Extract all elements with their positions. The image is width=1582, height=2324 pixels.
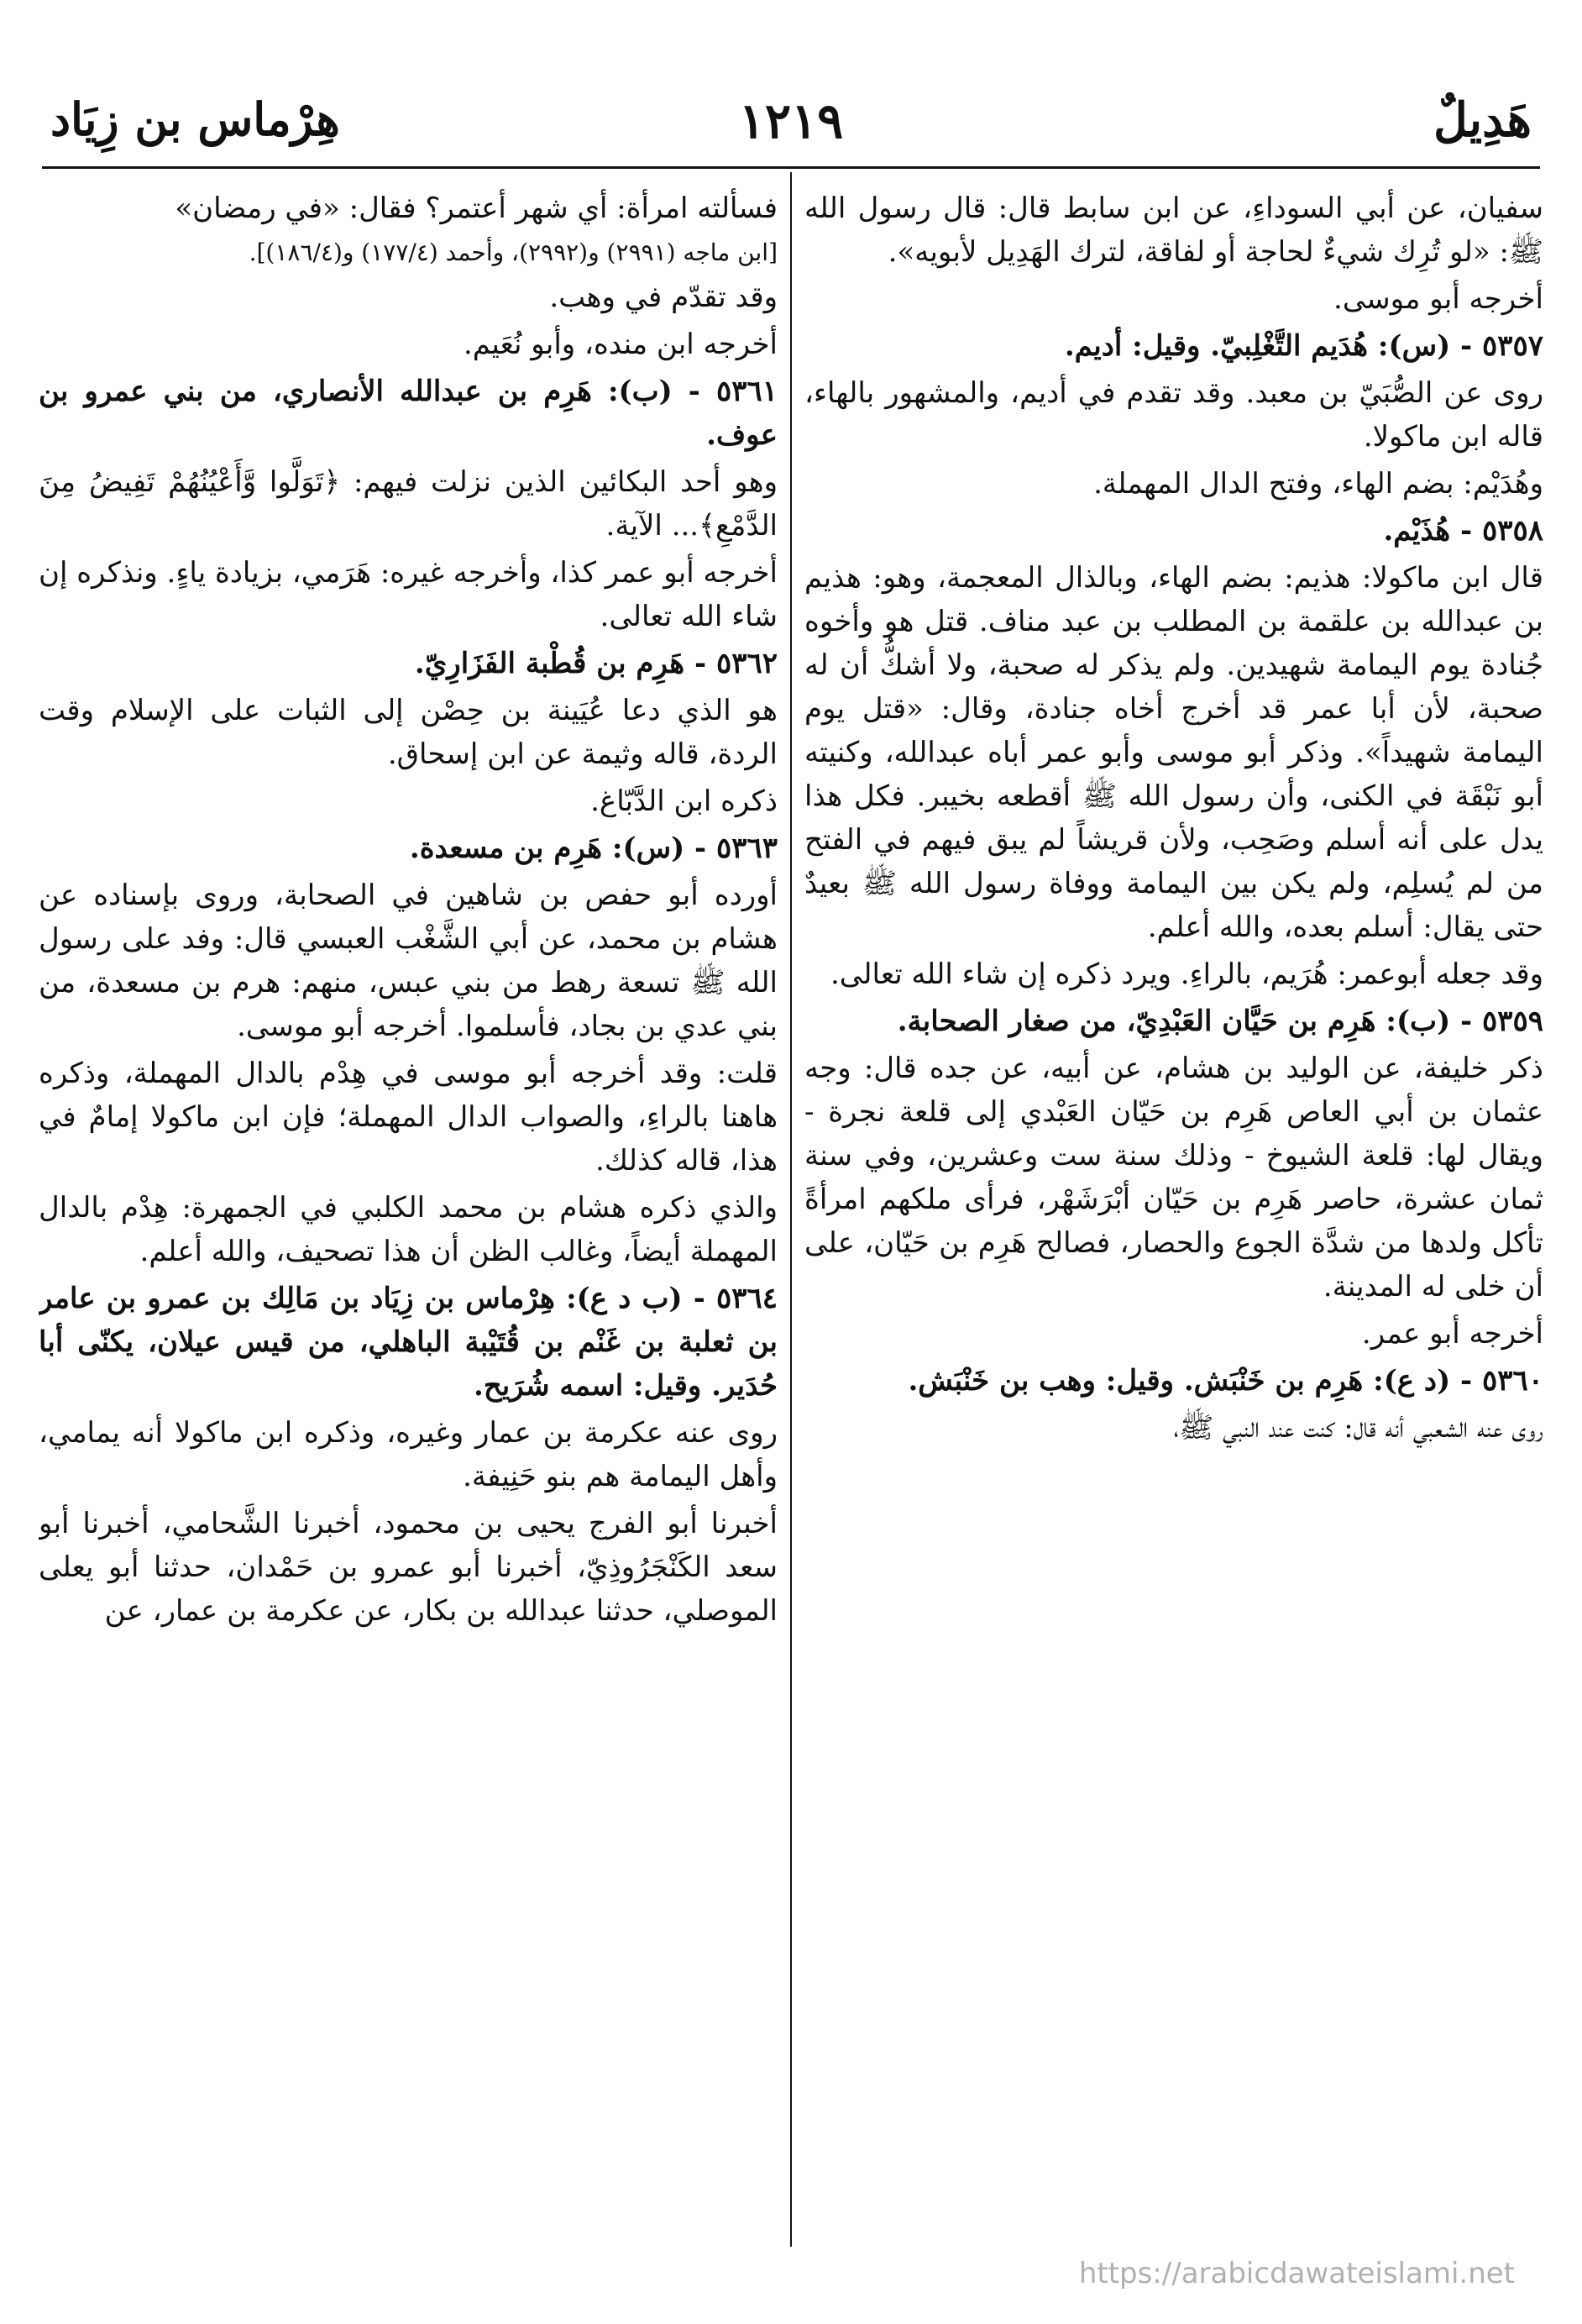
entry-text: - (ب): هَرِم بن حَيَّان العَبْدِيّ، من صغار الصحابة.	[897, 1005, 1482, 1038]
text-paragraph: والذي ذكره هشام بن محمد الكلبي في الجمهرة: هِدْم بالدال المهملة أيضاً، وغالب الظن أن هذا تصحيف، والله أعلم.	[39, 1191, 778, 1268]
entry-paragraph	[804, 509, 1543, 553]
entry-paragraph	[39, 642, 778, 685]
entry-text: - (س): هُدَيم التَّغْلِبيّ. وقيل: أديم.	[1064, 329, 1482, 363]
entry-number: ٥٣٥٨	[1481, 514, 1543, 548]
header-rule	[42, 166, 1540, 169]
entry-paragraph	[39, 826, 778, 870]
entry-number: ٥٣٦٣	[715, 831, 778, 865]
entry-number: ٥٣٥٧	[1481, 329, 1543, 363]
text-paragraph: أخرجه أبو عمر.	[1361, 1317, 1543, 1351]
entry-paragraph	[39, 370, 778, 457]
text-paragraph: أورده أبو حفص بن شاهين في الصحابة، وروى بإسناده عن هشام بن محمد، عن أبي الشَّغْب العبسي قال: وفد على رسول الله ﷺ تسعة رهط من بني عبس، منهم: هرم بن مسعدة، من بني عدي بن بجاد، فأسلموا. أخرجه أبو موسى.	[39, 879, 778, 1043]
entry-number: ٥٣٥٩	[1481, 1005, 1543, 1038]
text-paragraph: أخرجه أبو موسى.	[1333, 282, 1543, 316]
entry-text: - هُذَيْم.	[1383, 514, 1482, 548]
entry-text: - (ب د ع): هِرْماس بن زِيَاد بن مَالِك بن عمرو بن عامر بن ثعلبة بن غَنْم بن قُتَيْبة الباهلي، من قيس عيلان، يكنّى أبا حُدَير. وقيل: اسمه شُرَيح.	[39, 1282, 778, 1403]
text-paragraph: ذكر خليفة، عن الوليد بن هشام، عن أبيه، عن جده قال: وجه عثمان بن أبي العاص هَرِم بن حَيّان العَبْدي إلى قلعة نجرة - ويقال لها: قلعة الشيوخ - وذلك سنة ست وعشرين، وفي سنة ثمان عشرة، حاصر هَرِم بن حَيّان أبْرَشَهْر، فرأى ملكهم امرأةً تأكل ولدها من شدَّة الجوع والحصار، فصالح هَرِم بن حَيّان، على أن خلى له المدينة.	[804, 1052, 1543, 1304]
column-divider	[790, 172, 792, 2247]
text-paragraph: روى عنه الشعبي أنه قال: كنت عند النبي ﷺ،	[1173, 1411, 1543, 1445]
text-paragraph: هو الذي دعا عُيَينة بن حِصْن إلى الثبات على الإسلام وقت الردة، قاله وثيمة عن ابن إسحاق.	[39, 694, 778, 771]
right-column	[804, 186, 1543, 2236]
text-paragraph: ذكره ابن الدَّبّاغ.	[590, 784, 778, 818]
entry-number: ٥٣٦٠	[1481, 1364, 1543, 1398]
page-number: ١٢١٩	[738, 92, 844, 150]
running-title-right: هَدِيلٌ	[1433, 92, 1532, 148]
text-paragraph: روى عن الصُّبَيّ بن معبد. وقد تقدم في أديم، والمشهور بالهاء، قاله ابن ماكولا.	[804, 376, 1543, 454]
text-paragraph: وقد تقدّم في وهب.	[549, 281, 778, 314]
entry-number: ٥٣٦٤	[715, 1282, 778, 1315]
page-header	[42, 92, 1540, 151]
entry-text: - هَرِم بن قُطْبة الفَزَارِيّ.	[414, 647, 716, 680]
text-paragraph: قال ابن ماكولا: هذيم: بضم الهاء، وبالذال المعجمة، وهو: هذيم بن عبدالله بن علقمة بن المطلب بن عبد مناف. قتل هو وأخوه جُنادة يوم اليمامة شهيدين. ولم يذكر له صحبة، ولا أشكُّ أن له صحبة، لأن أبا عمر قد أخرج أخاه جنادة، وقال: «قتل يوم اليمامة شهيداً». وذكر أبو موسى وأبو عمر أباه عبدالله، وكنيته أبو نَبْقَة في الكنى، وأن رسول الله ﷺ أقطعه بخيبر. فكل هذا يدل على أنه أسلم وصَحِب، ولأن قريشاً لم يبق فيهم في الفتح من لم يُسلِم، ولم يكن بين اليمامة ووفاة رسول الله ﷺ بعيدٌ حتى يقال: أسلم بعده، والله أعلم.	[804, 561, 1543, 944]
text-paragraph: أخبرنا أبو الفرج يحيى بن محمود، أخبرنا الشَّحامي، أخبرنا أبو سعد الكَنْجَرُوذِيّ، أخبرنا أبو عمرو بن حَمْدان، حدثنا أبو يعلى الموصلي، حدثنا عبدالله بن بكار، عن عكرمة بن عمار، عن	[39, 1507, 778, 1628]
entry-number: ٥٣٦١	[715, 375, 778, 408]
entry-paragraph	[804, 999, 1543, 1043]
entry-text: - (د ع): هَرِم بن خَنْبَش. وقيل: وهب بن خَنْبَش.	[908, 1364, 1482, 1398]
text-paragraph: وهُدَيْم: بضم الهاء، وفتح الدال المهملة.	[1093, 467, 1543, 501]
entry-paragraph	[804, 324, 1543, 368]
entry-paragraph	[39, 1277, 778, 1408]
text-paragraph: وقد جعله أبوعمر: هُرَيم، بالراءِ. ويرد ذكره إن شاء الله تعالى.	[830, 957, 1543, 991]
entry-paragraph	[804, 1359, 1543, 1403]
text-paragraph: أخرجه ابن منده، وأبو نُعَيم.	[463, 328, 778, 361]
left-column	[39, 186, 778, 2236]
running-title-left: هِرْماس بن زِيَاد	[50, 92, 340, 146]
entry-number: ٥٣٦٢	[715, 647, 778, 680]
reference-line: [ابن ماجه (٢٩٩١) و(٢٩٩٢)، وأحمد (١٧٧/٤) و(١٨٦/٤)].	[249, 239, 778, 266]
text-paragraph: وهو أحد البكائين الذين نزلت فيهم: ﴿تَوَلَّوا وَّأَعْيُنُهُمْ تَفِيضُ مِنَ الدَّمْعِ﴾... الآية.	[39, 465, 778, 543]
text-paragraph: سفيان، عن أبي السوداءِ، عن ابن سابط قال: قال رسول الله ﷺ: «لو تُرِك شيءٌ لحاجة أو لفاقة، لترك الهَدِيل لأبويه».	[804, 191, 1543, 269]
text-paragraph: روى عنه عكرمة بن عمار وغيره، وذكره ابن ماكولا أنه يمامي، وأهل اليمامة هم بنو حَنِيفة.	[39, 1416, 778, 1493]
entry-text: - (ب): هَرِم بن عبدالله الأنصاري، من بني عمرو بن عوف.	[39, 375, 778, 452]
watermark: https://arabicdawateislami.net	[1078, 2257, 1515, 2290]
text-paragraph: قلت: وقد أخرجه أبو موسى في هِدْم بالدال المهملة، وذكره هاهنا بالراءِ، والصواب الدال المهملة؛ فإن ابن ماكولا إمامٌ في هذا، قاله كذلك.	[39, 1057, 778, 1178]
text-paragraph: فسألته امرأة: أي شهر أعتمر؟ فقال: «في رمضان»	[175, 191, 778, 225]
entry-text: - (س): هَرِم بن مسعدة.	[409, 831, 716, 865]
text-paragraph: أخرجه أبو عمر كذا، وأخرجه غيره: هَرَمي، بزيادة ياءٍ. ونذكره إن شاء الله تعالى.	[39, 556, 778, 633]
